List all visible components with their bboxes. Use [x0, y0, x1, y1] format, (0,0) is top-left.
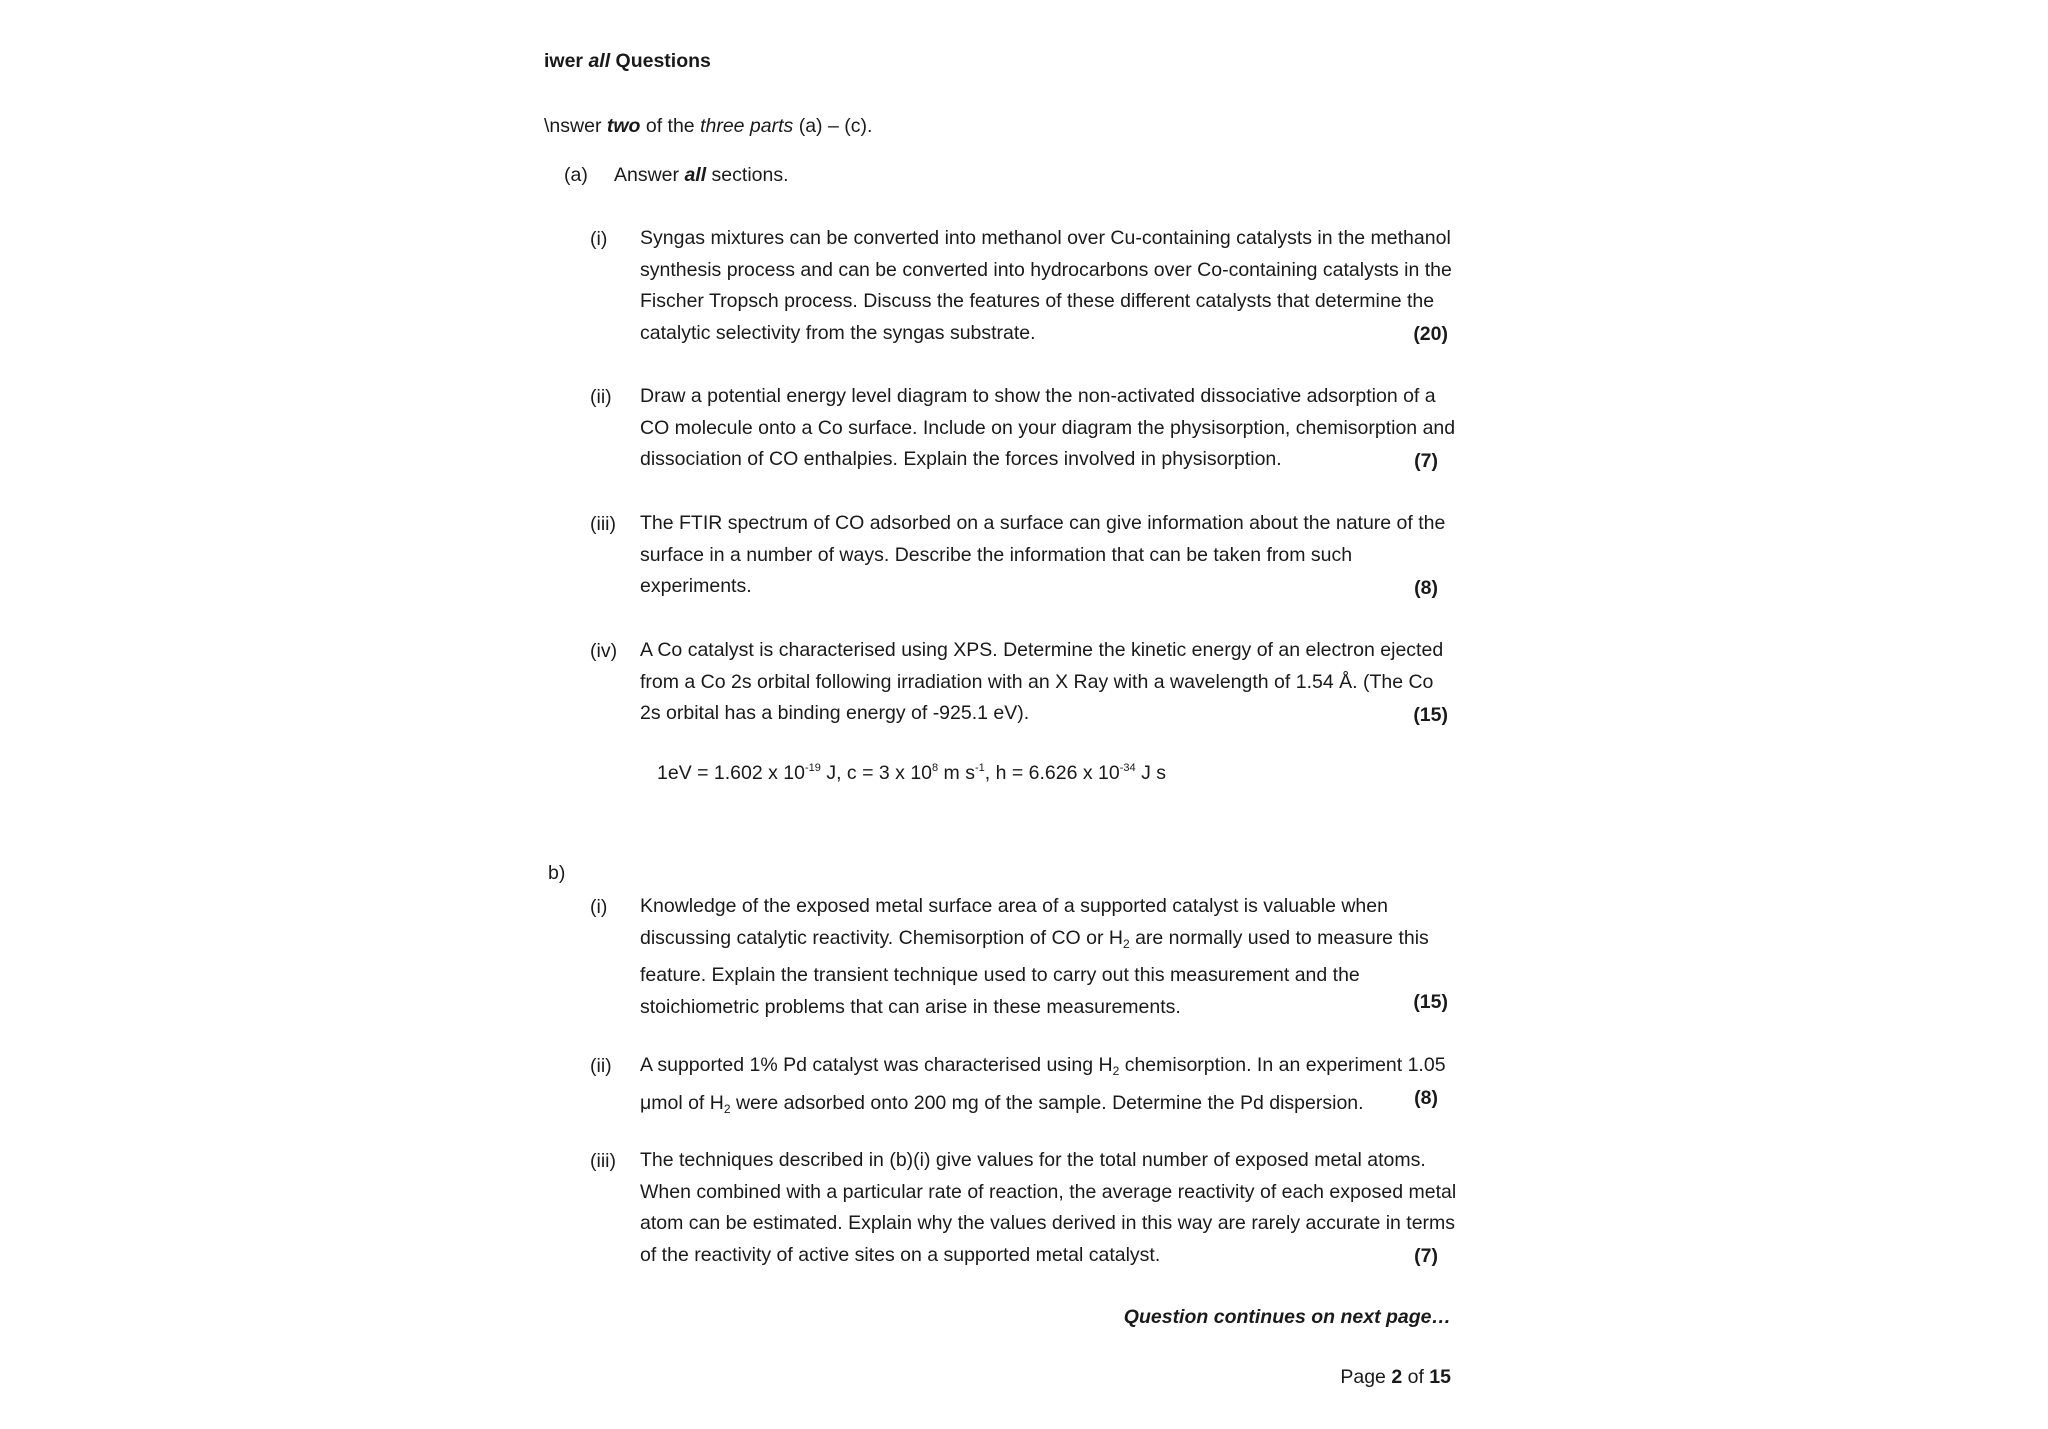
question-text: Knowledge of the exposed metal surface area of a supported catalyst is valuable when discussing catalytic reactivity. Chemisorption of CO or $H_2$ are normally used to measure this feature. Explain the transient technique used to carry out this measurement and the stoichiometric problems that can arise in these measurements. — [640, 895, 1429, 1019]
question-marks: (20) — [1413, 323, 1448, 345]
part-a-instruction: Answer all sections. — [614, 164, 789, 186]
question-text: Syngas mixtures can be converted into methanol over Cu-containing catalysts in the methanol synthesis process and can be converted into hydrocarbons over Co-containing catalysts in the Fischer Tropsch process. Discuss the features of these different catalysts that determine the catalytic selectivity from the syngas substrate. — [640, 227, 1452, 345]
page-number: Page 2 of 15 — [1340, 1366, 1451, 1388]
question-number: (iii) — [590, 1150, 616, 1172]
question-text: A Co catalyst is characterised using XPS. Determine the kinetic energy of an electron ejected from a Co 2s orbital following irradiation with an X Ray with a wavelength of 1.54 Å. (The Co 2s orbital has a binding energy of -925.1 eV). — [640, 639, 1444, 725]
instruction-line: \nswer two of the three parts (a) – (c). — [544, 115, 873, 137]
question-marks: (8) — [1414, 577, 1438, 599]
question-number: (iv) — [590, 640, 618, 662]
question-marks: (8) — [1414, 1087, 1438, 1109]
part-b-label: b) — [548, 862, 566, 884]
continues-note: Question continues on next page… — [1123, 1306, 1451, 1328]
question-marks: (7) — [1414, 1245, 1438, 1267]
question-number: (i) — [590, 896, 608, 918]
section-header: іwer all Questions — [544, 50, 711, 72]
question-text: The FTIR spectrum of CO adsorbed on a surface can give information about the nature of the surface in a number of ways. Describe the information that can be taken from such experiments. — [640, 512, 1446, 598]
question-text: Draw a potential energy level diagram to show the non-activated dissociative adsorption of a CO molecule onto a Co surface. Include on your diagram the physisorption, chemisorption and dissociation of CO enthalpies. Explain the forces involved in physisorption. — [640, 385, 1456, 471]
constants-formula: 1eV = 1.602 x $10^{-19}$ J, c = 3 x $10^8$ m $s^{-1}$, h = 6.626 x $10^{-34}$ J s — [657, 762, 1166, 784]
question-number: (ii) — [590, 386, 612, 408]
question-marks: (15) — [1413, 991, 1448, 1013]
question-text: The techniques described in (b)(i) give values for the total number of exposed metal atoms. When combined with a particular rate of reaction, the average reactivity of each exposed metal atom can be estimated. Explain why the values derived in this way are rarely accurate in terms of the reactivity of active sites on a supported metal catalyst. — [640, 1149, 1457, 1267]
question-number: (ii) — [590, 1055, 612, 1077]
question-marks: (15) — [1413, 704, 1448, 726]
question-text: A supported 1% Pd catalyst was characterised using $H_2$ chemisorption. In an experiment 1.05 μmol of $H_2$ were adsorbed onto 200 mg of the sample. Determine the Pd dispersion. — [640, 1054, 1446, 1116]
question-number: (iii) — [590, 513, 616, 535]
question-number: (i) — [590, 228, 608, 250]
part-a-label: (a) — [564, 164, 588, 186]
question-marks: (7) — [1414, 450, 1438, 472]
